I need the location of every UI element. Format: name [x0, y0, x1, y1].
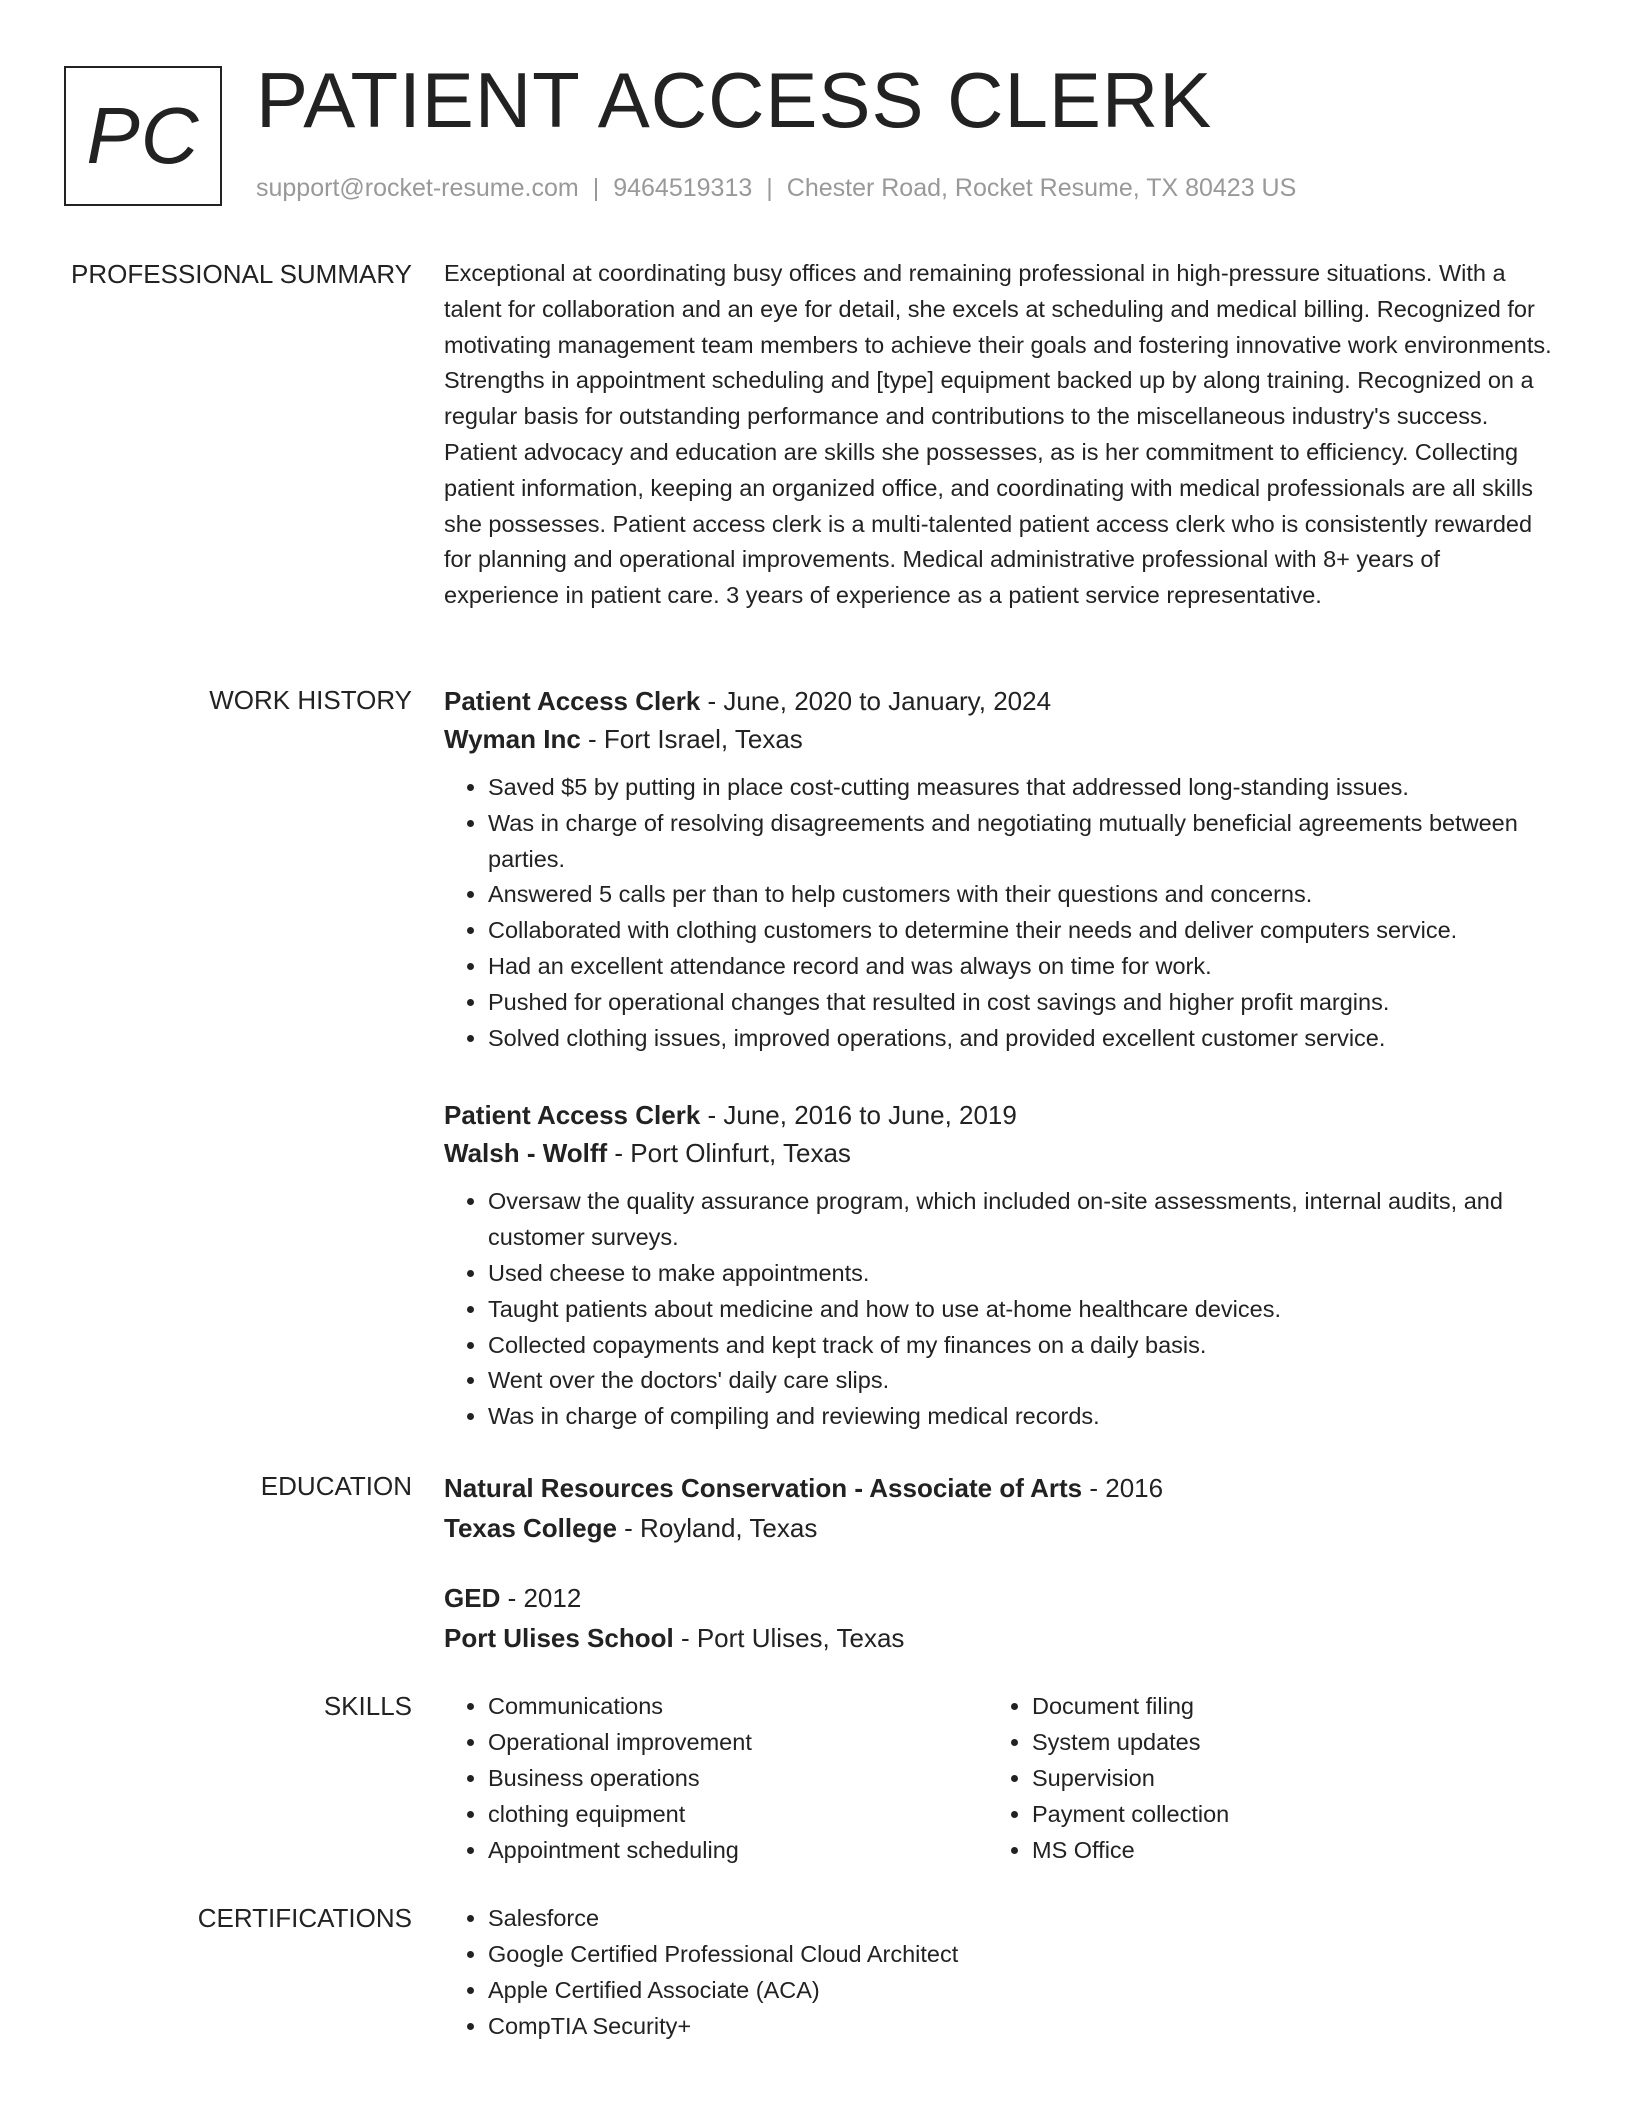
education-entry	[444, 1578, 1556, 1658]
education-degree: Natural Resources Conservation - Associate of Arts	[444, 1473, 1083, 1503]
job-entry	[444, 1096, 1556, 1435]
education-degree: GED	[444, 1583, 501, 1613]
skill-item: • System updates	[1032, 1724, 1532, 1760]
skills-list-left	[444, 1688, 988, 1868]
skill-item: • Appointment scheduling	[488, 1832, 988, 1868]
job-dates: - June, 2016 to June, 2019	[700, 1100, 1017, 1131]
job-bullet: • Had an excellent attendance record and was always on time for work.	[488, 949, 1556, 985]
job-bullets	[444, 1184, 1556, 1435]
job-bullet: • Went over the doctors' daily care slips.	[488, 1363, 1556, 1399]
job-location: - Fort Israel, Texas	[580, 724, 803, 754]
skill-item: • Business operations	[488, 1760, 988, 1796]
contact-separator: |	[592, 174, 600, 202]
certification-item: • Salesforce	[488, 1900, 1556, 1936]
certification-item: • Google Certified Professional Cloud Architect	[488, 1936, 1556, 1972]
job-dates: - June, 2020 to January, 2024	[700, 686, 1052, 716]
education-school-line	[444, 1618, 1556, 1658]
job-title-line	[444, 682, 1556, 720]
section-label-education: EDUCATION	[260, 1471, 412, 1501]
job-bullets	[444, 770, 1556, 1056]
section-label-summary: PROFESSIONAL SUMMARY	[71, 259, 412, 289]
education-year: - 2016	[1082, 1473, 1164, 1503]
contact-phone: 9464519313	[613, 174, 753, 202]
skill-item: • clothing equipment	[488, 1796, 988, 1832]
job-company-line	[444, 1134, 1556, 1172]
job-bullet: • Taught patients about medicine and how to use at-home healthcare devices.	[488, 1292, 1556, 1328]
contact-line	[256, 174, 1296, 203]
skill-item: • Operational improvement	[488, 1724, 988, 1760]
education-degree-line	[444, 1468, 1556, 1508]
certification-item: • CompTIA Security+	[488, 2008, 1556, 2044]
education-location: - Royland, Texas	[616, 1513, 818, 1543]
job-company-line	[444, 720, 1556, 758]
job-title: Patient Access Clerk	[444, 1100, 701, 1131]
resume-name: PATIENT ACCESS CLERK	[256, 56, 1213, 144]
job-bullet: • Oversaw the quality assurance program, which included on-site assessments, internal audits, and customer surveys.	[488, 1184, 1556, 1256]
section-label-work: WORK HISTORY	[209, 685, 412, 715]
section-label-skills: SKILLS	[323, 1691, 412, 1721]
education-year: - 2012	[500, 1583, 582, 1613]
education-school-line	[444, 1508, 1556, 1548]
job-title: Patient Access Clerk	[444, 686, 701, 716]
job-bullet: • Pushed for operational changes that resulted in cost savings and higher profit margins.	[488, 985, 1556, 1021]
job-entry	[444, 682, 1556, 1056]
job-company: Wyman Inc	[444, 724, 581, 754]
job-bullet: • Was in charge of compiling and reviewing medical records.	[488, 1399, 1556, 1435]
job-title-line	[444, 1096, 1556, 1134]
job-bullet: • Solved clothing issues, improved operations, and provided excellent customer service.	[488, 1021, 1556, 1057]
skill-item: • Payment collection	[1032, 1796, 1532, 1832]
certification-item: • Apple Certified Associate (ACA)	[488, 1972, 1556, 2008]
job-bullet: • Collected copayments and kept track of my finances on a daily basis.	[488, 1328, 1556, 1364]
skills-columns	[444, 1688, 1556, 1868]
contact-address: Chester Road, Rocket Resume, TX 80423 US	[786, 174, 1297, 202]
monogram-logo: PC	[64, 66, 222, 206]
skills-list-right	[988, 1688, 1532, 1868]
skill-item: • Supervision	[1032, 1760, 1532, 1796]
job-company: Walsh - Wolff	[444, 1138, 608, 1169]
contact-email: support@rocket-resume.com	[256, 174, 579, 202]
education-degree-line	[444, 1578, 1556, 1618]
contact-separator: |	[766, 174, 773, 202]
job-bullet: • Used cheese to make appointments.	[488, 1256, 1556, 1292]
section-label-certifications: CERTIFICATIONS	[197, 1903, 412, 1933]
education-school: Port Ulises School	[444, 1623, 674, 1653]
education-entry	[444, 1468, 1556, 1548]
skill-item: • Communications	[488, 1688, 988, 1724]
skill-item: • MS Office	[1032, 1832, 1532, 1868]
summary-text: Exceptional at coordinating busy offices and remaining professional in high-pressure situations. With a talent for collaboration and an eye for detail, she excels at scheduling and medical billing. Recognized for motivating management team members to achieve their goals and fostering innovative work environments. Strengths in appointment scheduling and [type] equipment backed up by along training. Recognized on a regular basis for outstanding performance and contributions to the miscellaneous industry's success. Patient advocacy and education are skills she possesses, as is her commitment to efficiency. Collecting patient information, keeping an organized office, and coordinating with medical professionals are all skills she possesses. Patient access clerk is a multi-talented patient access clerk who is consistently rewarded for planning and operational improvements. Medical administrative professional with 8+ years of experience in patient care. 3 years of experience as a patient service representative.	[444, 260, 1552, 609]
certifications-list	[444, 1900, 1556, 2044]
education-school: Texas College	[444, 1513, 617, 1543]
job-bullet: • Saved $5 by putting in place cost-cutting measures that addressed long-standing issues.	[488, 770, 1556, 806]
job-bullet: • Collaborated with clothing customers to determine their needs and deliver computers service.	[488, 913, 1556, 949]
skill-item: • Document filing	[1032, 1688, 1532, 1724]
job-location: - Port Olinfurt, Texas	[607, 1138, 851, 1169]
job-bullet: • Answered 5 calls per than to help customers with their questions and concerns.	[488, 877, 1556, 913]
education-location: - Port Ulises, Texas	[673, 1623, 905, 1653]
job-bullet: • Was in charge of resolving disagreements and negotiating mutually beneficial agreements between parties.	[488, 806, 1556, 878]
